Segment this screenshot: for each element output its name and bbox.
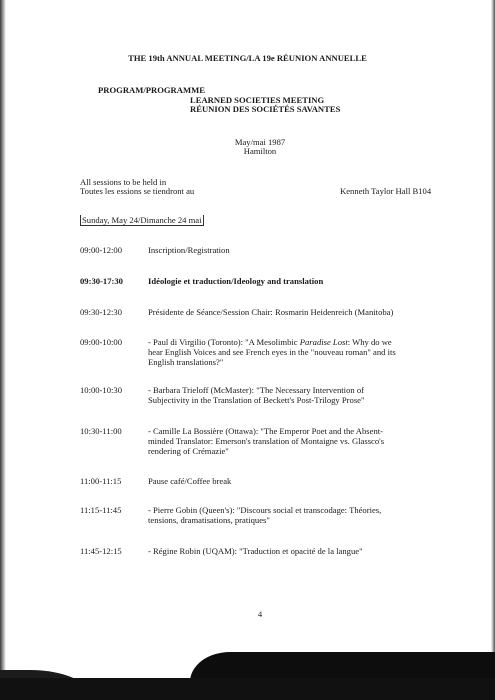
day-header [80,215,204,225]
schedule-item-line: hear English Voices and see French eyes in the "nouveau roman" and its [148,347,396,357]
meeting-city: Hamilton [243,146,277,156]
schedule-item-line: - Pierre Gobin (Queen's): "Discours social et transcodage: Théories, [148,505,382,515]
schedule-time: 09:30-12:30 [80,307,123,317]
meeting-name-en: LEARNED SOCIETIES MEETING [190,95,325,105]
meeting-title: THE 19th ANNUAL MEETING/LA 19e RÉUNION ANNUELLE [128,53,367,63]
schedule-item: Inscription/Registration [148,245,230,255]
schedule-item-line: tensions, dramatisations, pratiques" [148,515,270,525]
schedule-item: Présidente de Séance/Session Chair: Rosmarin Heidenreich (Manitoba) [148,307,394,317]
sessions-note-en: All sessions to be held in [80,177,167,187]
meeting-date: May/mai 1987 [234,137,286,147]
schedule-item-line: - Camille La Bossière (Ottawa): "The Emperor Poet and the Absent- [148,426,383,436]
schedule-time: 10:30-11:00 [80,426,122,436]
page-number: 4 [257,609,263,619]
day-label: Sunday, May 24/Dimanche 24 mai [82,215,202,225]
schedule-item-line: rendering of Crémazie" [148,446,229,456]
schedule-item-line: Subjectivity in the Translation of Beckett's Post-Trilogy Prose" [148,395,365,405]
schedule-time: 11:45-12:15 [80,546,122,556]
schedule-item-line: minded Translator: Emerson's translation of Montaigne vs. Glassco's [148,436,385,446]
schedule-item: - Régine Robin (UQAM): "Traduction et opacité de la langue" [148,546,363,556]
schedule-item-line: English translations?" [148,357,224,367]
schedule-time: 09:00-12:00 [80,245,123,255]
scan-shadow [0,678,495,700]
program-label: PROGRAM/PROGRAMME [98,85,205,95]
schedule-time: 11:00-11:15 [80,476,122,486]
schedule-time: 09:30-17:30 [80,276,123,286]
scan-edge-right [491,0,495,700]
schedule-item: Idéologie et traduction/Ideology and translation [148,276,324,286]
schedule-item-line: - Barbara Trieloff (McMaster): "The Necessary Intervention of [148,385,364,395]
schedule-time: 09:00-10:00 [80,337,123,347]
schedule-time: 11:15-11:45 [80,505,122,515]
schedule-item: Pause café/Coffee break [148,476,232,486]
venue: Kenneth Taylor Hall B104 [340,186,432,196]
sessions-note-fr: Toutes les essions se tiendront au [80,186,195,196]
schedule-time: 10:00-10:30 [80,385,123,395]
schedule-item-line: - Paul di Virgilio (Toronto): "A Mesolimbic Paradise Lost: Why do we [148,337,392,347]
scan-artifact-bottom [0,638,495,700]
scan-edge-left [0,0,6,700]
meeting-name-fr: RÉUNION DES SOCIÉTÉS SAVANTES [190,104,341,114]
